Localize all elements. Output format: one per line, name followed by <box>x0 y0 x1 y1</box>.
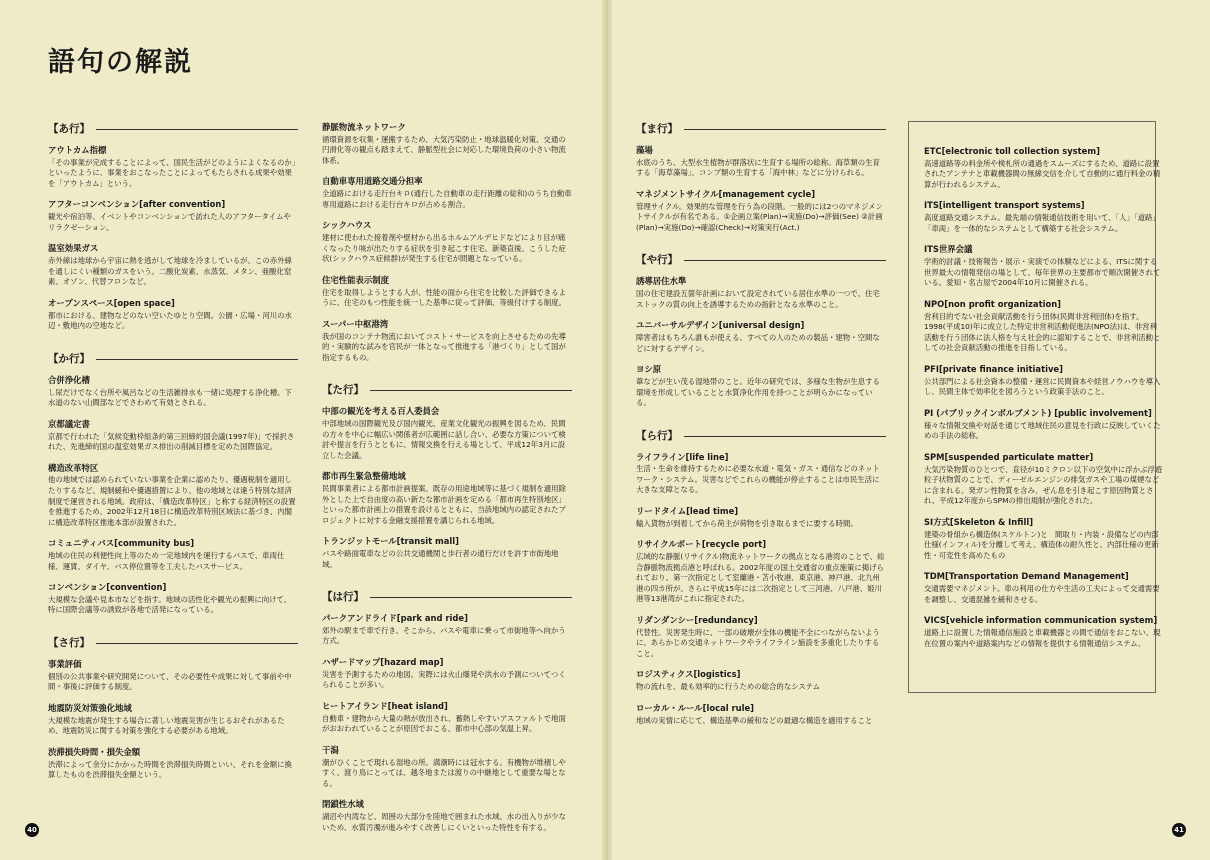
glossary-term: ライフライン[life line] <box>636 451 729 462</box>
page-title: 語句の解説 <box>48 47 193 78</box>
section-heading <box>48 352 298 367</box>
glossary-definition: 都市における、建物などのない空いたゆとり空間。公園・広場・河川の水辺・敷地内の空地など。 <box>48 310 292 331</box>
glossary-entry <box>924 408 1164 442</box>
section-heading-label: 【た行】 <box>322 384 364 397</box>
glossary-definition: 建材に使われた接着剤や壁材から出るホルムアルデヒドなどにより目が痛くなったり咳が出たりする症状を引き起こす住宅。新築直後、こうした症状(シックハウス症候群)が発生する住宅が問題となっている。 <box>322 233 566 264</box>
section-heading <box>636 253 886 268</box>
glossary-definition: 災害を予測するための地図。実際には火山爆発や洪水の予測についてつくられることが多い。 <box>322 669 566 690</box>
glossary-entry <box>636 320 886 354</box>
glossary-term: オープンスペース[open space] <box>48 297 175 308</box>
glossary-term: ハザードマップ[hazard map] <box>322 657 444 667</box>
glossary-entry <box>924 615 1164 649</box>
glossary-term: シックハウス <box>322 220 372 231</box>
glossary-term: トランジットモール[transit mall] <box>322 536 459 547</box>
glossary-definition: 輸入貨物が到着してから荷主が荷物を引き取るまでに要する時間。 <box>636 518 858 528</box>
glossary-term: リダンダンシー[redundancy] <box>636 614 758 625</box>
glossary-term: リードタイム[lead time] <box>636 505 739 516</box>
glossary-definition: 大規模な会議や見本市などを指す。地域の活性化や観光の振興に向けて、特に国際会議等の誘致が各地で活発になっている。 <box>48 594 292 615</box>
glossary-term: NPO[non profit organization] <box>924 298 1062 309</box>
glossary-entry <box>48 747 298 781</box>
glossary-term: VICS[vehicle information communication system] <box>924 615 1158 626</box>
glossary-term: 温室効果ガス <box>48 243 99 254</box>
section-heading-label: 【か行】 <box>48 352 90 365</box>
glossary-entry <box>636 189 886 233</box>
glossary-definition: 観光や宿泊等、イベントやコンベンションで訪れた人のアフタータイムやリラクゼーション。 <box>48 212 291 232</box>
section-heading <box>48 636 298 651</box>
glossary-definition: 自動車・建物から大量の熱が放出され、蓄熱しやすいアスファルトで地面がおおわれていることが原因でおこる、都市中心部の気温上昇。 <box>322 713 566 734</box>
glossary-entry <box>322 701 572 735</box>
glossary-definition: 大規模な地震が発生する場合に著しい地震災害が生じるおそれがあるため、地震防災に関する対策を強化する必要がある地域。 <box>48 715 285 736</box>
glossary-term: TDM[Transportation Demand Management] <box>924 571 1129 582</box>
glossary-term: PFI[private finance initiative] <box>924 363 1063 374</box>
glossary-definition: 渋滞によって余分にかかった時間を渋滞損失時間といい、それを金額に換算したものを渋滞損失金額という。 <box>48 759 292 780</box>
glossary-entry <box>48 463 298 529</box>
glossary-term: ロジスティクス[logistics] <box>636 669 741 680</box>
glossary-term: 京都議定書 <box>48 418 90 429</box>
glossary-term: 干潟 <box>322 744 339 755</box>
glossary-term: ユニバーサルデザイン[universal design] <box>636 320 805 331</box>
section-rule <box>96 359 298 360</box>
glossary-definition: 営利目的でない社会貢献活動を行う団体(民間非営利団体)を指す。1998(平成10)年に成立した特定非営利活動促進法(NPO法)は、非営利活動を行う団体に法人格を与え社会的に認知することで、非営利活動としての社会貢献活動の推進を目指している。 <box>924 311 1161 353</box>
glossary-definition: 全道路における走行台キロ(通行した自動車の走行距離の総和)のうち自動車専用道路における走行台キロが占める割合。 <box>322 189 572 209</box>
glossary-entry <box>48 703 298 737</box>
glossary-term: アフターコンベンション[after convention] <box>48 199 226 210</box>
glossary-definition: 水底のうち、大型水生植物が群落状に生育する場所の総称。海草類の生育する「海草藻場」、コンブ類の生育する「海中林」などに分けられる。 <box>636 157 880 178</box>
glossary-entry <box>924 244 1164 288</box>
page-number-left: 40 <box>25 823 39 837</box>
glossary-entry <box>322 536 572 570</box>
glossary-definition: 京都で行われた「気候変動枠組条約第三回締約国会議(1997年)」で採択された、先進締約国の温室効果ガス排出の削減目標を定めた国際協定。 <box>48 431 295 452</box>
glossary-entry <box>636 276 886 310</box>
glossary-definition: 循環資源を収集・運搬するため、大気汚染防止・地球温暖化対策、交通の円滑化等の観点も踏まえて、静脈型社会に対応した環境負荷の小さい物流体系。 <box>322 134 566 165</box>
glossary-term: 合併浄化槽 <box>48 374 90 385</box>
glossary-definition: し尿だけでなく台所や風呂などの生活雑排水も一緒に処理する浄化槽。下水道のない山間部などでさわめて有効とされる。 <box>48 387 292 408</box>
glossary-definition: 道路上に設置した情報通信施設と車載機器との間で通信をおこない、現在位置の案内や道路案内などの情報を提供する情報通信システム。 <box>924 628 1161 648</box>
section-heading <box>322 383 572 398</box>
section-heading <box>636 122 886 137</box>
glossary-definition: 高度道路交通システム。最先端の情報通信技術を用いて、「人」「道路」「車両」を一体的なシステムとして構築する社会システム。 <box>924 213 1160 233</box>
section-heading <box>322 590 572 605</box>
glossary-term: パークアンドライド[park and ride] <box>322 613 468 624</box>
section-rule <box>684 436 886 437</box>
glossary-entry <box>924 571 1164 605</box>
glossary-term: 藻場 <box>636 144 653 155</box>
glossary-term: 都市再生緊急整備地域 <box>322 471 406 482</box>
section-heading-label: 【ら行】 <box>636 429 678 442</box>
glossary-term: リサイクルポート[recycle port] <box>636 539 767 550</box>
glossary-term: ヒートアイランド[heat island] <box>322 700 448 711</box>
glossary-definition: 建築の骨組から構造体(スケルトン)と 間取り・内装・設備などの内部仕様(インフィル)を分離して考え、構造体の耐久性と、内部仕様の更新性・可変性を高めたもの <box>924 529 1159 560</box>
glossary-entry <box>924 146 1164 190</box>
glossary-entry <box>636 703 886 726</box>
section-heading-label: 【あ行】 <box>48 123 90 135</box>
glossary-term: 地震防災対策強化地域 <box>48 702 132 713</box>
glossary-entry <box>48 298 298 332</box>
glossary-entry <box>48 582 298 616</box>
glossary-column-1 <box>48 122 298 791</box>
section-heading-label: 【や行】 <box>636 254 678 267</box>
glossary-definition: 我が国のコンテナ物流においてコスト・サービスを向上させるための先導的・実験的な試みを官民が一体となって推進する「港づくり」として国が指定するもの。 <box>322 331 566 362</box>
glossary-definition: 「その事業が完成することによって、国民生活がどのようによくなるのか」といったように、事業をおこなったことによってもたらされる成果や効果を「アウトカム」という。 <box>48 157 296 188</box>
glossary-column-2 <box>322 122 572 843</box>
section-rule <box>96 643 298 644</box>
glossary-entry <box>636 539 886 605</box>
glossary-entry <box>636 364 886 408</box>
glossary-definition: バスや路面電車などの公共交通機関と歩行者の通行だけを許す市街地地域。 <box>322 549 559 569</box>
section-heading-label: 【は行】 <box>322 591 364 604</box>
glossary-definition: 広域的な静脈(リサイクル)物流ネットワークの拠点となる港湾のことで、総合静脈物流拠点港と呼ばれる。2002年度の国土交通省の重点施策に掲げられており、第一次指定として室蘭港・苫小牧港、東京港、神戸港、北九州港の四カ所が、さらに平成15年には二次指定として三河港、八戸港、姫川港等13港湾がこれに指定された。 <box>636 552 885 604</box>
glossary-entry <box>322 613 572 647</box>
glossary-definition: 他の地域では認められていない事業を企業に認めたり、優遇税制を適用したりするなど、規制緩和や優遇措置により、他の地域とは違う特別な経済制度で運営される地域。政府は、「構造改革特区」と称する経済特区の設置を推進するため、2002年12月18日に構造改革特別区域法に基づき、内閣に構造改革特区推進本部が設置された。 <box>48 475 296 527</box>
glossary-entry <box>48 419 298 453</box>
glossary-entry <box>924 364 1164 398</box>
section-rule <box>684 129 886 130</box>
glossary-entry <box>322 122 572 166</box>
glossary-term: 事業評価 <box>48 658 82 669</box>
glossary-term: SPM[suspended particulate matter] <box>924 451 1094 462</box>
glossary-term: 住宅性能表示制度 <box>322 274 389 285</box>
glossary-entry <box>636 615 886 659</box>
section-rule <box>96 129 298 130</box>
glossary-term: 自動車専用道路交通分担率 <box>322 176 423 187</box>
glossary-term: コミュニティバス[community bus] <box>48 538 195 549</box>
glossary-entry <box>48 243 298 287</box>
glossary-definition: 湖沼や内湾など、周囲の大部分を陸地で囲まれた水域。水の出入りが少ないため、水質汚濁が進みやすく改善しにくいといった特性を有する。 <box>322 812 566 832</box>
glossary-entry <box>636 506 886 529</box>
glossary-entry <box>636 669 886 692</box>
glossary-definition: 障害者はもちろん誰もが使える、すべての人のための製品・建物・空間などに対するデザイン。 <box>636 333 880 353</box>
glossary-term: ETC[electronic toll collection system] <box>924 146 1100 156</box>
glossary-term: SI方式[Skeleton & Infill] <box>924 516 1034 527</box>
glossary-entry <box>636 452 886 496</box>
glossary-term: アウトカム指標 <box>48 144 107 155</box>
glossary-entry <box>322 471 572 526</box>
glossary-term: ローカル・ルール[local rule] <box>636 702 754 713</box>
glossary-definition: 葦などが生い茂る湿地帯のこと。近年の研究では、多様な生物が生息する環境を形成していることと水質浄化作用を持つことが明らかになっている。 <box>636 377 880 408</box>
glossary-definition: 高速道路等の料金所や検札所の通過をスムーズにするため、道路に設置されたアンテナと車載機器間の無線交信を介して自動的に通行料金の精算が行われるシステム。 <box>924 158 1161 189</box>
glossary-entry <box>48 199 298 233</box>
glossary-term: マネジメントサイクル[management cycle] <box>636 188 816 199</box>
glossary-definition: 潮がひくことで現れる湿地の所。満潮時には冠水する。有機物が堆積しやすく、渡り鳥にとっては、越冬地または渡りの中継地として重要な場となる。 <box>322 757 566 788</box>
glossary-definition: 大気汚染物質のひとつで、直径が10ミクロン以下の空気中に浮かぶ浮遊粒子状物質のことで、ディーゼルエンジンの排気ガスや工場の煤煙などに含まれる。発ガン性物質を含み、ぜん息を引き起こす原因物質とされ、平成12年度からSPMの排出規制が強化された。 <box>924 464 1163 506</box>
glossary-definition: 地域の実情に応じて、構造基準の緩和などの最適な構造を適用すること <box>636 715 873 725</box>
glossary-term: 閉鎖性水域 <box>322 799 364 810</box>
glossary-entry <box>322 406 572 461</box>
glossary-definition: 公共部門による社会資本の整備・運営に民間資本や経営ノウハウを導入し、民間主体で効率化を図ろうという政策手法のこと。 <box>924 376 1161 397</box>
section-heading-label: 【さ行】 <box>48 636 90 649</box>
page-gutter <box>602 0 612 860</box>
glossary-term: 構造改革特区 <box>48 462 99 473</box>
glossary-definition: 郊外の駅まで車で行き、そこから、バスや電車に乗って市街地等へ向かう方式。 <box>322 625 566 646</box>
glossary-entry <box>322 799 572 833</box>
glossary-definition: 国の住宅建設五箇年計画において設定されている居住水準の一つで、住宅ストックの質の向上を誘導するための指針となる水準のこと。 <box>636 289 880 309</box>
glossary-definition: 様々な情報交換や対話を通じて地域住民の意見を行政に反映していくための手法の総称。 <box>924 420 1161 441</box>
glossary-definition: 生活・生命を維持するために必要な水道・電気・ガス・通信などのネットワーク・システム。災害などでこれらの機能が停止することは市民生活に大きな支障となる。 <box>636 464 880 495</box>
section-heading <box>636 429 886 444</box>
glossary-entry <box>636 145 886 179</box>
glossary-entry <box>322 275 572 309</box>
glossary-term: スーパー中枢港湾 <box>322 318 389 329</box>
glossary-term: 誘導居住水準 <box>636 276 687 287</box>
glossary-entry <box>924 200 1164 234</box>
glossary-definition: 個別の公共事業や研究開発について、その必要性や成果に対して事前や中間・事後に評価する制度。 <box>48 671 292 692</box>
glossary-term: ITS世界会議 <box>924 244 973 255</box>
glossary-entry <box>924 299 1164 354</box>
glossary-definition: 民間事業者による都市計画提案、既存の用途地域等に基づく規制を適用除外とした上で自由度の高い新たな都市計画を定める「都市再生特別地区」といった都市計画上の措置を設けるとともに、当該地域内の認定されたプロジェクトに対する金融支援措置を講じられる地域。 <box>322 484 566 525</box>
glossary-entry <box>48 659 298 693</box>
section-rule <box>684 260 886 261</box>
glossary-entry <box>322 176 572 210</box>
glossary-definition: 管理サイクル。効果的な管理を行う為の段階。一般的には2つのマネジメントサイクルが有名である。①企画立案(Plan)→実施(Do)→評価(See) ②計画(Plan)→実施(Do)→確認(Check)→対策実行(Act.) <box>636 201 883 232</box>
glossary-entry <box>322 657 572 691</box>
glossary-entry <box>48 145 298 189</box>
glossary-definition: 物の流れを、最も効率的に行うための総合的なシステム <box>636 682 821 692</box>
glossary-term: 渋滞損失時間・損失金額 <box>48 746 141 757</box>
section-rule <box>370 390 572 391</box>
glossary-definition: 代替性。災害発生時に、一部の破壊が全体の機能不全につながらないように、あらかじめ交通ネットワークやライフライン施設を多重化したりすること。 <box>636 627 880 658</box>
glossary-term: コンベンション[convention] <box>48 582 167 593</box>
glossary-term: PI (パブリックインボルブメント) [public involvement] <box>924 407 1152 418</box>
glossary-definition: 中部地域の国際観光及び国内観光、産業文化観光の振興を図るため、民間の方々を中心に幅広い関係者が広範囲に話し合い、必要な方策について検討や提言を行うとともに、情報交換を行える場として、平成12年3月に設立した会議。 <box>322 419 566 460</box>
glossary-term: 中部の観光を考える百人委員会 <box>322 406 440 417</box>
glossary-entry <box>322 319 572 363</box>
glossary-entry <box>924 452 1164 507</box>
glossary-column-4 <box>924 146 1164 659</box>
glossary-definition: 住宅を取得しようとする人が、性能の面から住宅を比較した評価できるように、住宅のもつ性能を統一した基準に従って評価、等級付けする制度。 <box>322 287 566 308</box>
page-number-right: 41 <box>1172 823 1186 837</box>
glossary-entry <box>322 220 572 264</box>
glossary-term: ヨシ原 <box>636 364 662 375</box>
section-heading-label: 【ま行】 <box>636 123 678 135</box>
glossary-definition: 地域の住民の利便性向上等のため一定地域内を運行するバスで、車両仕様、運賃、ダイヤ、バス停位置等を工夫したバスサービス。 <box>48 550 285 571</box>
glossary-entry <box>924 517 1164 561</box>
section-rule <box>370 597 572 598</box>
glossary-term: 静脈物流ネットワーク <box>322 122 406 132</box>
glossary-definition: 交通需要マネジメント。車の利用の仕方や生活の工夫によって交通需要を調整し、交通混雑を緩和させる。 <box>924 584 1160 604</box>
glossary-entry <box>48 375 298 409</box>
glossary-entry <box>48 538 298 572</box>
glossary-column-3 <box>636 122 886 736</box>
glossary-entry <box>322 745 572 789</box>
glossary-definition: 学術的討議・技術報告・展示・実演での体験などによる、ITSに関する世界最大の情報発信の場として、毎年世界の主要都市で順次開催されている。愛知・名古屋で2004年10月に開催される。 <box>924 257 1161 288</box>
glossary-term: ITS[intelligent transport systems] <box>924 200 1085 211</box>
section-heading <box>48 122 298 137</box>
glossary-definition: 赤外線は地球から宇宙に熱を逃がして地球を冷ましているが、この赤外線を通しにくい種類のガスをいう。二酸化炭素、水蒸気、メタン、亜酸化窒素、オゾン、代替フロンなど。 <box>48 256 292 287</box>
